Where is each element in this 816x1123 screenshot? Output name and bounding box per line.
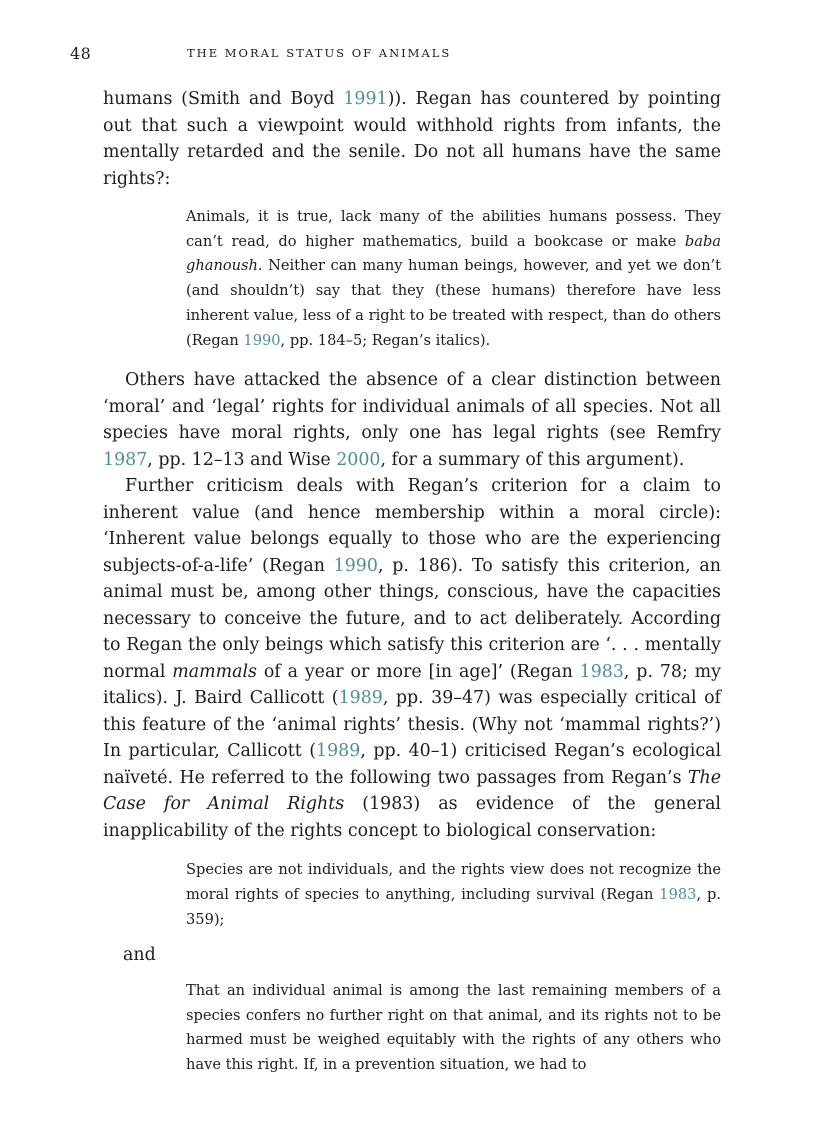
citation-link[interactable]: 1990: [333, 555, 378, 576]
block-quote-2: Species are not individuals, and the rights view does not recognize the moral rights of species to anything, including survival (Regan 1983, p. 359);: [186, 861, 721, 928]
citation-link[interactable]: 1987: [103, 449, 148, 470]
connector-text: and: [123, 945, 156, 966]
body-text: [103, 86, 721, 1078]
paragraph-2: Others have attacked the absence of a clear distinction between ‘moral’ and ‘legal’ rights for individual animals of all species. Not all species have moral rights, only one has legal rights (see Remfry 1987, pp. 12–13 and Wise 2000, for a summary of this argument).: [103, 370, 721, 470]
running-head: THE MORAL STATUS OF ANIMALS: [187, 46, 452, 60]
block-quote-3: That an individual animal is among the last remaining members of a species confers no further right on that animal, and its rights not to be harmed must be weighed equitably with the rights of any others who have this right. If, in a prevention situation, we had to: [186, 981, 721, 1073]
block-quote-1: Animals, it is true, lack many of the abilities humans possess. They can’t read, do higher mathematics, build a bookcase or make baba ghanoush. Neither can many human beings, however, and yet we don’t (and shouldn’t) say that they (these humans) therefore have less inherent value, less of a right to be treated with respect, than do others (Regan 1990, pp. 184–5; Regan’s italics).: [186, 208, 721, 349]
citation-link[interactable]: 1990: [243, 331, 281, 349]
citation-link[interactable]: 2000: [336, 449, 381, 470]
citation-link[interactable]: 1989: [316, 741, 361, 762]
paragraph-3: Further criticism deals with Regan’s criterion for a claim to inherent value (and hence membership within a moral circle): ‘Inherent value belongs equally to those who are the experiencing subjects-of-a-life’ (Regan 1990, p. 186). To satisfy this criterion, an animal must be, among other things, conscious, have the capacities necessary to conceive the future, and to act deliberately. According to Regan the only beings which satisfy this criterion are ‘. . . mentally normal mammals of a year or more [in age]’ (Regan 1983, p. 78; my italics). J. Baird Callicott (1989, pp. 39–47) was especially critical of this feature of the ‘animal rights’ thesis. (Why not ‘mammal rights?’) In particular, Callicott (1989, pp. 40–1) criticised Regan’s ecological naïveté. He referred to the following two passages from Regan’s The Case for Animal Rights (1983) as evidence of the general inapplicability of the rights concept to biological conservation:: [103, 476, 722, 841]
citation-link[interactable]: 1989: [338, 688, 383, 709]
citation-link[interactable]: 1983: [579, 661, 624, 682]
page-number: 48: [70, 44, 92, 63]
paragraph-1: humans (Smith and Boyd 1991)). Regan has countered by pointing out that such a viewpoint would withhold rights from infants, the mentally retarded and the senile. Do not all humans have the same rights?:: [103, 89, 722, 189]
citation-link[interactable]: 1983: [659, 885, 697, 903]
citation-link[interactable]: 1991: [343, 89, 388, 109]
page-header: [70, 44, 730, 64]
